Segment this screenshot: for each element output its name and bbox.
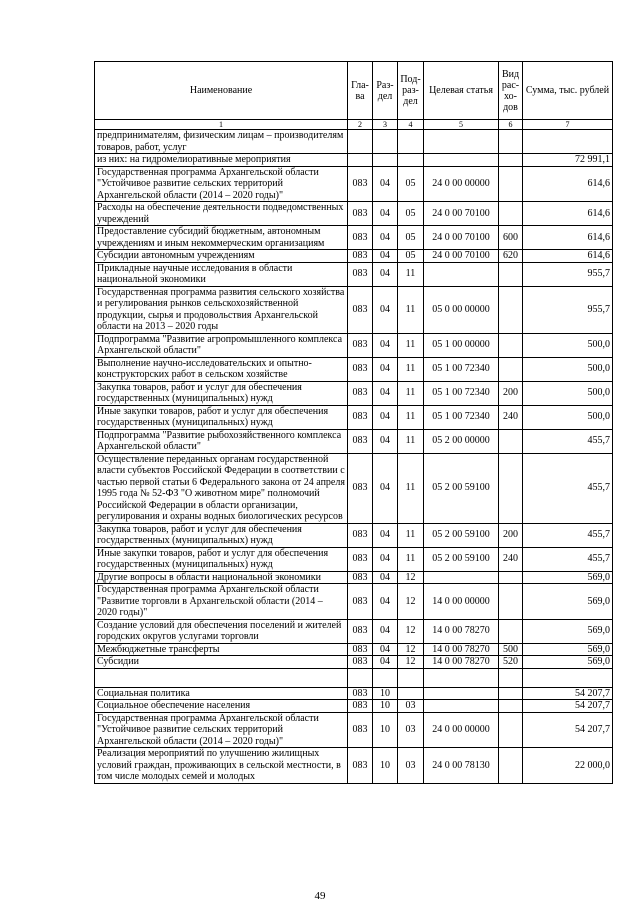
- row-expense-type: 500: [499, 643, 523, 656]
- table-row: [95, 154, 613, 167]
- row-podrazdel: [398, 687, 424, 700]
- row-razdel: 10: [373, 712, 398, 748]
- header-expense-type: Вид рас-хо-дов: [499, 62, 523, 120]
- column-number: 3: [373, 120, 398, 130]
- row-name: Социальное обеспечение населения: [95, 700, 348, 713]
- row-sum: 500,0: [523, 381, 613, 405]
- budget-table: [94, 61, 613, 784]
- row-name: Субсидии автономным учреждениям: [95, 250, 348, 263]
- row-sum: 22 000,0: [523, 748, 613, 784]
- row-expense-type: [499, 712, 523, 748]
- row-razdel: 04: [373, 357, 398, 381]
- row-expense-type: [499, 687, 523, 700]
- row-glava: 083: [348, 166, 373, 202]
- table-row: [95, 712, 613, 748]
- row-sum: [523, 668, 613, 687]
- header-row: [95, 62, 613, 120]
- row-glava: 083: [348, 381, 373, 405]
- table-row: [95, 226, 613, 250]
- row-podrazdel: 05: [398, 166, 424, 202]
- row-podrazdel: 12: [398, 571, 424, 584]
- row-target-article: 24 0 00 70100: [424, 226, 499, 250]
- row-podrazdel: 05: [398, 202, 424, 226]
- row-sum: 569,0: [523, 656, 613, 669]
- row-target-article: 24 0 00 78130: [424, 748, 499, 784]
- header-sum: Сумма, тыс. рублей: [523, 62, 613, 120]
- row-sum: 614,6: [523, 202, 613, 226]
- row-target-article: [424, 687, 499, 700]
- row-razdel: 04: [373, 523, 398, 547]
- row-expense-type: 200: [499, 523, 523, 547]
- row-podrazdel: 11: [398, 357, 424, 381]
- row-podrazdel: 03: [398, 700, 424, 713]
- row-target-article: 24 0 00 00000: [424, 166, 499, 202]
- row-podrazdel: 12: [398, 643, 424, 656]
- row-glava: 083: [348, 262, 373, 286]
- row-target-article: 24 0 00 00000: [424, 712, 499, 748]
- row-expense-type: 200: [499, 381, 523, 405]
- row-podrazdel: [398, 668, 424, 687]
- row-expense-type: [499, 130, 523, 154]
- row-name: Прикладные научные исследования в области национальной экономики: [95, 262, 348, 286]
- row-expense-type: [499, 286, 523, 333]
- table-row: [95, 619, 613, 643]
- row-razdel: 04: [373, 262, 398, 286]
- column-number: 4: [398, 120, 424, 130]
- row-sum: 500,0: [523, 357, 613, 381]
- row-glava: 083: [348, 250, 373, 263]
- row-podrazdel: 12: [398, 584, 424, 620]
- row-podrazdel: 11: [398, 547, 424, 571]
- row-podrazdel: 11: [398, 381, 424, 405]
- row-glava: 083: [348, 700, 373, 713]
- column-number: 2: [348, 120, 373, 130]
- column-number: 5: [424, 120, 499, 130]
- row-expense-type: 600: [499, 226, 523, 250]
- row-glava: 083: [348, 357, 373, 381]
- row-razdel: 04: [373, 405, 398, 429]
- row-name: Государственная программа Архангельской области "Устойчивое развитие сельских территорий Архангельской области (2014 – 2020 годы)": [95, 712, 348, 748]
- table-row: [95, 357, 613, 381]
- row-target-article: 24 0 00 70100: [424, 202, 499, 226]
- row-razdel: 04: [373, 166, 398, 202]
- row-razdel: [373, 130, 398, 154]
- row-sum: 455,7: [523, 429, 613, 453]
- row-podrazdel: 05: [398, 250, 424, 263]
- row-glava: [348, 154, 373, 167]
- row-expense-type: 240: [499, 405, 523, 429]
- table-row: [95, 523, 613, 547]
- row-podrazdel: 11: [398, 453, 424, 523]
- row-glava: 083: [348, 619, 373, 643]
- page-number: 49: [314, 890, 326, 902]
- row-glava: 083: [348, 333, 373, 357]
- row-sum: 614,6: [523, 250, 613, 263]
- header-name: Наименование: [95, 62, 348, 120]
- row-expense-type: 240: [499, 547, 523, 571]
- row-name: Иные закупки товаров, работ и услуг для обеспечения государственных (муниципальных) нужд: [95, 405, 348, 429]
- row-target-article: 05 2 00 00000: [424, 429, 499, 453]
- row-razdel: 10: [373, 700, 398, 713]
- table-row: [95, 286, 613, 333]
- row-glava: 083: [348, 584, 373, 620]
- row-target-article: [424, 668, 499, 687]
- table-row: [95, 250, 613, 263]
- row-glava: 083: [348, 453, 373, 523]
- row-razdel: 10: [373, 748, 398, 784]
- row-glava: 083: [348, 748, 373, 784]
- row-target-article: 05 2 00 59100: [424, 547, 499, 571]
- table-row: [95, 262, 613, 286]
- row-sum: 455,7: [523, 453, 613, 523]
- row-sum: 72 991,1: [523, 154, 613, 167]
- row-expense-type: [499, 748, 523, 784]
- row-glava: [348, 130, 373, 154]
- row-podrazdel: 11: [398, 333, 424, 357]
- row-expense-type: [499, 333, 523, 357]
- row-razdel: 04: [373, 286, 398, 333]
- row-sum: 500,0: [523, 333, 613, 357]
- row-name: Реализация мероприятий по улучшению жилищных условий граждан, проживающих в сельской местности, в том числе молодых семей и молодых: [95, 748, 348, 784]
- row-razdel: 04: [373, 429, 398, 453]
- header-podrazdel: Под-раз-дел: [398, 62, 424, 120]
- row-expense-type: [499, 584, 523, 620]
- table-row: [95, 381, 613, 405]
- table-row: [95, 166, 613, 202]
- table-row: [95, 547, 613, 571]
- header-target-article: Целевая статья: [424, 62, 499, 120]
- row-target-article: [424, 571, 499, 584]
- row-glava: 083: [348, 571, 373, 584]
- row-expense-type: 520: [499, 656, 523, 669]
- row-podrazdel: 11: [398, 523, 424, 547]
- table-row: [95, 405, 613, 429]
- row-expense-type: [499, 571, 523, 584]
- row-podrazdel: 12: [398, 619, 424, 643]
- table-row: [95, 453, 613, 523]
- row-target-article: [424, 262, 499, 286]
- row-target-article: 05 2 00 59100: [424, 453, 499, 523]
- row-target-article: [424, 130, 499, 154]
- table-row: [95, 130, 613, 154]
- row-razdel: 04: [373, 250, 398, 263]
- row-sum: 569,0: [523, 571, 613, 584]
- row-sum: 54 207,7: [523, 712, 613, 748]
- row-name: Подпрограмма "Развитие агропромышленного комплекса Архангельской области": [95, 333, 348, 357]
- row-target-article: 05 1 00 72340: [424, 405, 499, 429]
- row-target-article: 05 1 00 72340: [424, 381, 499, 405]
- row-razdel: 04: [373, 202, 398, 226]
- row-target-article: 05 0 00 00000: [424, 286, 499, 333]
- row-glava: 083: [348, 656, 373, 669]
- row-expense-type: [499, 202, 523, 226]
- row-expense-type: [499, 619, 523, 643]
- row-glava: 083: [348, 523, 373, 547]
- row-sum: 54 207,7: [523, 700, 613, 713]
- row-name: Осуществление переданных органам государственной власти субъектов Российской Федерации в соответствии с частью первой статьи 6 Федерального закона от 24 апреля 1995 года № 52-ФЗ "О животном мире" полномочий Российской Федерации в области организации, регулирования и охраны водных биологических ресурсов: [95, 453, 348, 523]
- row-podrazdel: 11: [398, 405, 424, 429]
- row-sum: 955,7: [523, 262, 613, 286]
- row-sum: 614,6: [523, 166, 613, 202]
- row-razdel: 04: [373, 381, 398, 405]
- row-razdel: [373, 154, 398, 167]
- row-sum: 455,7: [523, 547, 613, 571]
- row-target-article: 14 0 00 78270: [424, 643, 499, 656]
- row-sum: 569,0: [523, 584, 613, 620]
- row-razdel: 04: [373, 453, 398, 523]
- row-name: из них: на гидромелиоративные мероприятия: [95, 154, 348, 167]
- row-name: Другие вопросы в области национальной экономики: [95, 571, 348, 584]
- row-glava: 083: [348, 202, 373, 226]
- row-razdel: 04: [373, 656, 398, 669]
- row-target-article: 14 0 00 78270: [424, 619, 499, 643]
- row-sum: 955,7: [523, 286, 613, 333]
- table-row: [95, 656, 613, 669]
- header-glava: Гла-ва: [348, 62, 373, 120]
- row-target-article: 05 1 00 00000: [424, 333, 499, 357]
- column-number: 7: [523, 120, 613, 130]
- row-name: Предоставление субсидий бюджетным, автономным учреждениям и иным некоммерческим организациям: [95, 226, 348, 250]
- column-number: 1: [95, 120, 348, 130]
- table-row: [95, 429, 613, 453]
- row-name: Государственная программа развития сельского хозяйства и регулирования рынков сельскохозяйственной продукции, сырья и продовольствия Архангельской области на 2013 – 2020 годы: [95, 286, 348, 333]
- row-podrazdel: [398, 154, 424, 167]
- row-name: Создание условий для обеспечения поселений и жителей городских округов услугами торговли: [95, 619, 348, 643]
- row-name: Государственная программа Архангельской области "Устойчивое развитие сельских территорий Архангельской области (2014 – 2020 годы)": [95, 166, 348, 202]
- row-name: предпринимателям, физическим лицам – производителям товаров, работ, услуг: [95, 130, 348, 154]
- table-row: [95, 668, 613, 687]
- table-row: [95, 687, 613, 700]
- row-target-article: 14 0 00 78270: [424, 656, 499, 669]
- row-podrazdel: [398, 130, 424, 154]
- row-name: Закупка товаров, работ и услуг для обеспечения государственных (муниципальных) нужд: [95, 381, 348, 405]
- row-name: Социальная политика: [95, 687, 348, 700]
- table-body: [95, 130, 613, 784]
- row-expense-type: [499, 262, 523, 286]
- row-razdel: 04: [373, 333, 398, 357]
- table-row: [95, 333, 613, 357]
- row-name: Расходы на обеспечение деятельности подведомственных учреждений: [95, 202, 348, 226]
- row-target-article: 05 2 00 59100: [424, 523, 499, 547]
- row-target-article: [424, 700, 499, 713]
- row-glava: 083: [348, 226, 373, 250]
- table-row: [95, 643, 613, 656]
- table-row: [95, 748, 613, 784]
- row-glava: 083: [348, 405, 373, 429]
- row-sum: 500,0: [523, 405, 613, 429]
- row-podrazdel: 11: [398, 429, 424, 453]
- row-sum: 54 207,7: [523, 687, 613, 700]
- row-razdel: 04: [373, 547, 398, 571]
- table-row: [95, 202, 613, 226]
- header-razdel: Раз-дел: [373, 62, 398, 120]
- row-name: Подпрограмма "Развитие рыбохозяйственного комплекса Архангельской области": [95, 429, 348, 453]
- row-sum: 614,6: [523, 226, 613, 250]
- row-glava: 083: [348, 712, 373, 748]
- table-row: [95, 571, 613, 584]
- table-row: [95, 584, 613, 620]
- column-number: 6: [499, 120, 523, 130]
- row-podrazdel: 05: [398, 226, 424, 250]
- row-expense-type: [499, 453, 523, 523]
- row-sum: 455,7: [523, 523, 613, 547]
- row-name: [95, 668, 348, 687]
- row-razdel: 04: [373, 619, 398, 643]
- row-expense-type: [499, 357, 523, 381]
- row-name: Субсидии: [95, 656, 348, 669]
- row-glava: [348, 668, 373, 687]
- row-target-article: [424, 154, 499, 167]
- row-expense-type: [499, 700, 523, 713]
- row-razdel: 04: [373, 584, 398, 620]
- row-razdel: 10: [373, 687, 398, 700]
- row-glava: 083: [348, 643, 373, 656]
- row-name: Закупка товаров, работ и услуг для обеспечения государственных (муниципальных) нужд: [95, 523, 348, 547]
- row-sum: 569,0: [523, 643, 613, 656]
- row-podrazdel: 11: [398, 286, 424, 333]
- table-row: [95, 700, 613, 713]
- row-podrazdel: 12: [398, 656, 424, 669]
- row-expense-type: [499, 668, 523, 687]
- row-razdel: 04: [373, 643, 398, 656]
- column-number-row: [95, 120, 613, 130]
- row-glava: 083: [348, 547, 373, 571]
- row-expense-type: [499, 154, 523, 167]
- row-glava: 083: [348, 429, 373, 453]
- row-name: Государственная программа Архангельской области "Развитие торговли в Архангельской области (2014 – 2020 годы)": [95, 584, 348, 620]
- row-sum: [523, 130, 613, 154]
- row-target-article: 24 0 00 70100: [424, 250, 499, 263]
- row-target-article: 05 1 00 72340: [424, 357, 499, 381]
- row-podrazdel: 11: [398, 262, 424, 286]
- row-podrazdel: 03: [398, 748, 424, 784]
- row-target-article: 14 0 00 00000: [424, 584, 499, 620]
- row-razdel: 04: [373, 226, 398, 250]
- row-name: Межбюджетные трансферты: [95, 643, 348, 656]
- row-razdel: 04: [373, 571, 398, 584]
- row-glava: 083: [348, 687, 373, 700]
- row-expense-type: [499, 166, 523, 202]
- row-razdel: [373, 668, 398, 687]
- row-name: Выполнение научно-исследовательских и опытно-конструкторских работ в сельском хозяйстве: [95, 357, 348, 381]
- row-sum: 569,0: [523, 619, 613, 643]
- row-podrazdel: 03: [398, 712, 424, 748]
- row-expense-type: [499, 429, 523, 453]
- row-name: Иные закупки товаров, работ и услуг для обеспечения государственных (муниципальных) нужд: [95, 547, 348, 571]
- row-expense-type: 620: [499, 250, 523, 263]
- row-glava: 083: [348, 286, 373, 333]
